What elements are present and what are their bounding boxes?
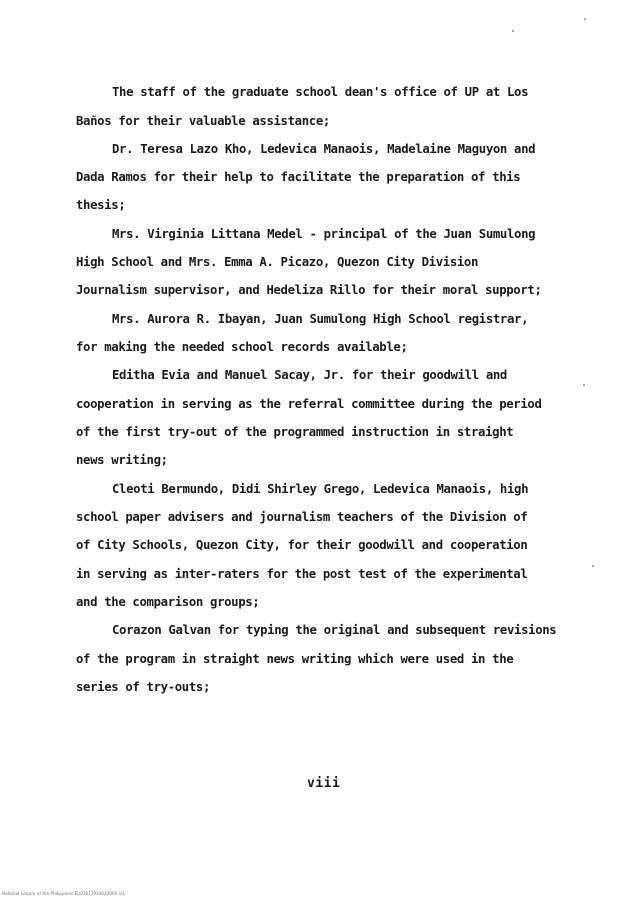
text-line: Baños for their valuable assistance; bbox=[76, 114, 330, 128]
scan-speck bbox=[583, 384, 585, 386]
scan-speck bbox=[592, 565, 594, 567]
page-number: viii bbox=[307, 776, 341, 791]
scan-footer: National Library of the Philippines EU07672934020000 1i1 bbox=[2, 891, 126, 896]
text-line: series of try-outs; bbox=[76, 680, 211, 694]
text-line: High School and Mrs. Emma A. Picazo, Quezon City Division bbox=[76, 255, 479, 269]
text-line: Dada Ramos for their help to facilitate the preparation of this bbox=[76, 170, 521, 184]
text-line: thesis; bbox=[76, 198, 126, 212]
text-line: Mrs. Virginia Littana Medel - principal of the Juan Sumulong bbox=[112, 227, 536, 241]
text-line: cooperation in serving as the referral committee during the period bbox=[76, 397, 542, 411]
scan-speck bbox=[512, 30, 514, 32]
text-line: school paper advisers and journalism teachers of the Division of bbox=[76, 510, 528, 524]
scan-speck bbox=[584, 18, 586, 20]
text-line: Cleoti Bermundo, Didi Shirley Grego, Ledevica Manaois, high bbox=[112, 482, 529, 496]
text-line: news writing; bbox=[76, 453, 168, 467]
text-line: of the first try-out of the programmed instruction in straight bbox=[76, 425, 514, 439]
text-line: Corazon Galvan for typing the original and subsequent revisions bbox=[112, 623, 557, 637]
text-line: and the comparison groups; bbox=[76, 595, 260, 609]
text-line: Mrs. Aurora R. Ibayan, Juan Sumulong High School registrar, bbox=[112, 312, 529, 326]
text-line: Journalism supervisor, and Hedeliza Rillo for their moral support; bbox=[76, 283, 542, 297]
text-line: Dr. Teresa Lazo Kho, Ledevica Manaois, Madelaine Maguyon and bbox=[112, 142, 536, 156]
text-line: in serving as inter-raters for the post test of the experimental bbox=[76, 567, 528, 581]
text-line: of City Schools, Quezon City, for their goodwill and cooperation bbox=[76, 538, 528, 552]
text-line: for making the needed school records available; bbox=[76, 340, 408, 354]
text-line: of the program in straight news writing which were used in the bbox=[76, 652, 514, 666]
text-line: The staff of the graduate school dean's office of UP at Los bbox=[112, 85, 529, 99]
text-line: Editha Evia and Manuel Sacay, Jr. for their goodwill and bbox=[112, 368, 507, 382]
